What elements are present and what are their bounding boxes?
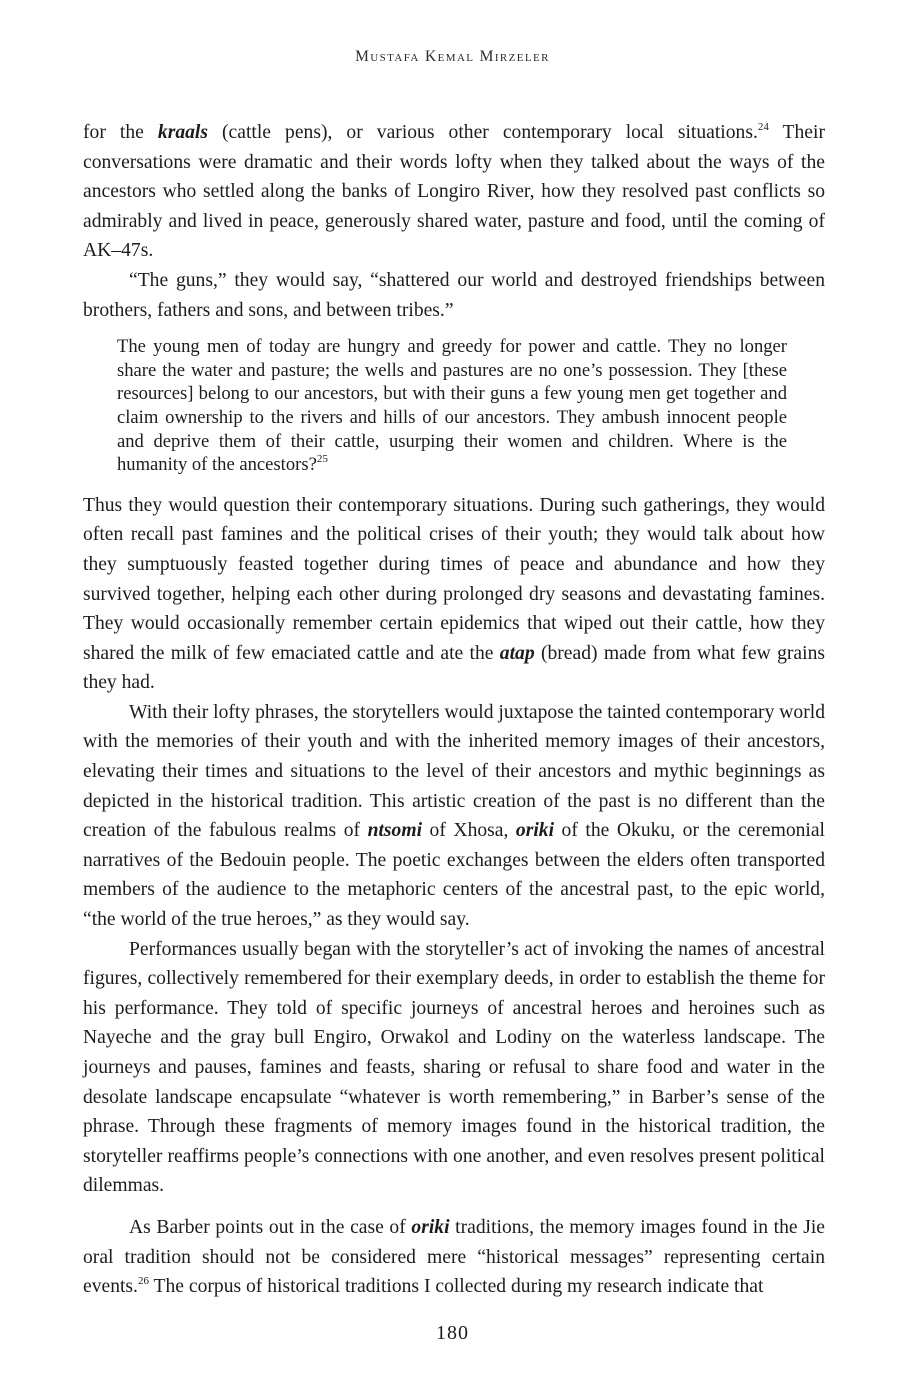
- paragraph-1: [83, 118, 825, 266]
- paragraph-3: [83, 491, 825, 698]
- paragraph-6: [83, 1213, 825, 1302]
- text-run: The corpus of historical traditions I collected during my research indicate that: [148, 1276, 764, 1298]
- text-run: Thus they would question their contemporary situations. During such gatherings, they would often recall past famines and the political crises of their youth; they would talk about how they sumptuously feasted together during times of peace and abundance and how they survived together, helping each other during prolonged dry seasons and devastating famines. They would occasionally remember certain epidemics that wiped out their cattle, how they shared the milk of few emaciated cattle and ate the: [83, 494, 825, 664]
- italic-term: atap: [499, 642, 535, 664]
- block-quote: [117, 335, 787, 477]
- text-run: The young men of today are hungry and greedy for power and cattle. They no longer share the water and pasture; the wells and pastures are no one’s possession. They [these resources] belong to our ancestors, but with their guns a few young men get together and claim ownership to the rivers and hills of our ancestors. They ambush innocent people and deprive them of their cattle, usurping their women and children. Where is the humanity of the ancestors?: [117, 336, 787, 476]
- italic-term: oriki: [515, 820, 555, 842]
- text-run: As Barber points out in the case of: [129, 1216, 412, 1238]
- text-run: With their lofty phrases, the storytellers would juxtapose the tainted contemporary world with the memories of their youth and with the inherited memory images of their ancestors, elevating their times and situations to the level of their ancestors and mythic beginnings as depicted in the historical tradition. This artistic creation of the past is no different than the creation of the fabulous realms of: [83, 701, 825, 842]
- body-text: [83, 118, 825, 1302]
- paragraph-2: “The guns,” they would say, “shattered our world and destroyed friendships between brothers, fathers and sons, and between tribes.”: [83, 269, 825, 321]
- footnote-ref: 26: [137, 1275, 149, 1288]
- page-number: 180: [436, 1322, 469, 1344]
- footnote-ref: 24: [757, 121, 769, 133]
- running-head: Mustafa Kemal Mirzeler: [355, 48, 550, 65]
- text-run: (bread) made from what few grains they had.: [83, 642, 825, 694]
- text-run: Their conversations were dramatic and their words lofty when they talked about the ways of the ancestors who settled along the banks of Longiro River, how they resolved past conflicts so admirably and lived in peace, generously shared water, pasture and food, until the coming of AK–47s.: [83, 122, 825, 262]
- paragraph-5: Performances usually began with the storyteller’s act of invoking the names of ancestral figures, collectively remembered for their exemplary deeds, in order to establish the theme for his performance. They told of specific journeys of ancestral heroes and heroines such as Nayeche and the gray bull Engiro, Orwakol and Lodiny on the waterless landscape. The journeys and pauses, famines and feasts, sharing or refusal to share food and water in the desolate landscape encapsulate “whatever is worth remembering,” in Barber’s sense of the phrase. Through these fragments of memory images found in the historical tradition, the storyteller reaffirms people’s connections with one another, and even resolves present political dilemmas.: [83, 938, 825, 1197]
- text-run: traditions, the memory images found in the Jie oral tradition should not be considered mere “historical messages” representing certain events.: [83, 1216, 825, 1298]
- paragraph-4: [83, 698, 825, 935]
- italic-term: kraals: [157, 122, 208, 143]
- text-run: for the: [83, 122, 158, 143]
- italic-term: ntsomi: [367, 820, 423, 842]
- text-run: of the Okuku, or the ceremonial narratives of the Bedouin people. The poetic exchanges between the elders often transported members of the audience to the metaphoric centers of the ancestral past, to the epic world, “the world of the true heroes,” as they would say.: [83, 820, 826, 931]
- footnote-ref: 25: [316, 453, 328, 466]
- text-run: of Xhosa,: [422, 820, 516, 842]
- text-run: (cattle pens), or various other contemporary local situations.: [207, 122, 758, 143]
- italic-term: oriki: [411, 1216, 450, 1238]
